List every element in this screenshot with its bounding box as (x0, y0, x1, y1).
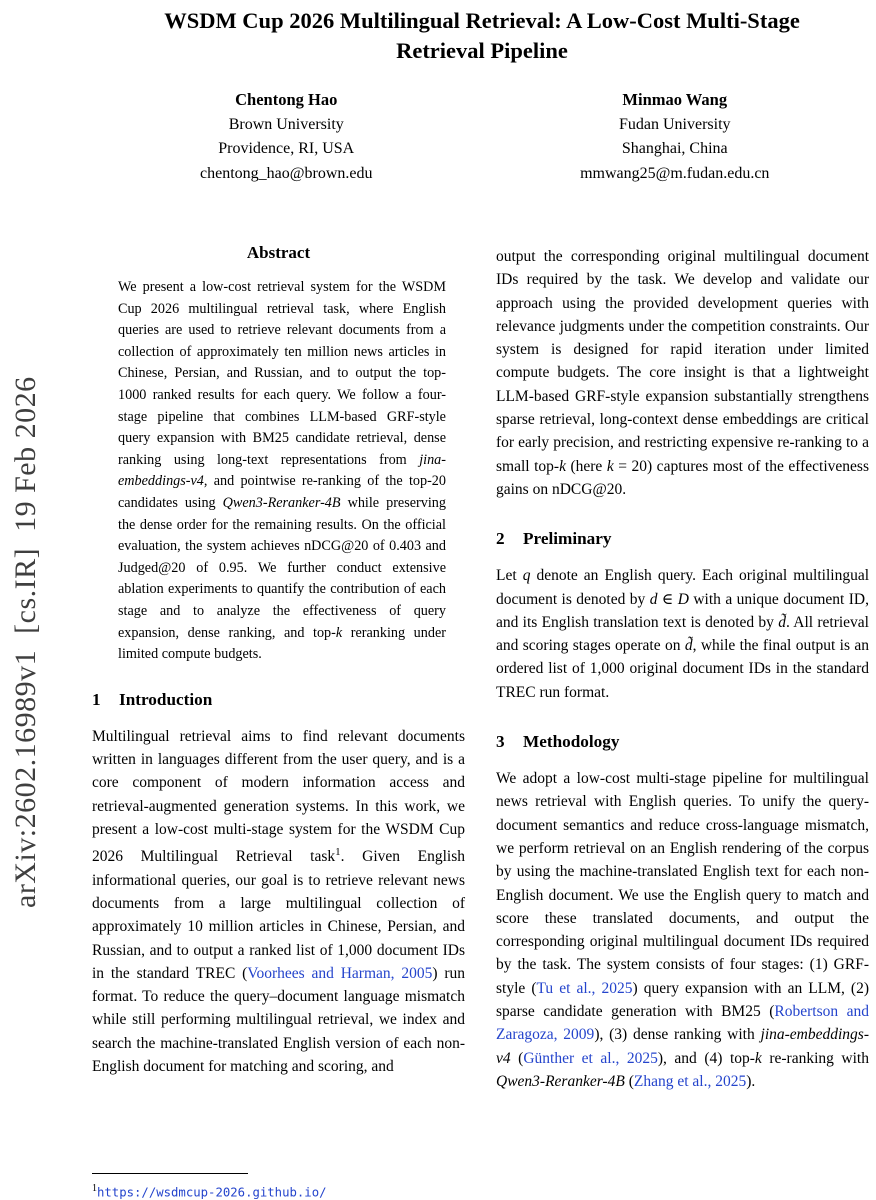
body-text: , while the final output is an ordered list of 1,000 original document IDs in the standard TREC run format. (496, 637, 870, 701)
emphasis-text: jina-embeddings-v4 (118, 451, 446, 490)
body-text: re-ranking with (761, 1049, 869, 1067)
footnote-url-link[interactable]: https://wsdmcup-2026.github.io/ (97, 1185, 327, 1199)
body-text: ), and (4) top- (657, 1049, 755, 1067)
body-text: ). (746, 1072, 756, 1090)
emphasis-text: jina-embeddings-v4 (496, 1026, 869, 1067)
author-email: mmwang25@m.fudan.edu.cn (580, 164, 770, 182)
footnote (92, 1181, 465, 1200)
body-text: reranking under limited compute budgets. (118, 624, 446, 663)
author-block-1 (92, 88, 481, 186)
citation-link[interactable]: Tu et al., 2025 (536, 979, 633, 997)
body-text: ∈ (657, 590, 678, 608)
body-text: with a unique document ID, and its English translation text is denoted by (496, 590, 869, 631)
section-heading-preliminary (496, 529, 869, 549)
emphasis-text: q (522, 567, 531, 585)
body-text: Multilingual retrieval aims to find relevant documents written in languages different from the user query, and is a core component of modern information access and retrieval-augmented generation systems. In this work, we present a low-cost multi-stage system for the WSDM Cup 2026 Multilingual Retrieval task (92, 727, 465, 866)
author-email: chentong_hao@brown.edu (200, 164, 373, 182)
citation-link[interactable]: Voorhees and Harman, 2005 (247, 964, 433, 982)
paper-title: WSDM Cup 2026 Multilingual Retrieval: A Low-Cost Multi-Stage Retrieval Pipeline (164, 8, 800, 63)
emphasis-text: d̃ (778, 613, 786, 631)
body-text: = 20) captures most of the effectiveness gains on nDCG@20. (496, 457, 869, 498)
footnote-area (92, 1169, 465, 1200)
section-number: 1 (92, 689, 101, 709)
body-text: denote an English query. Each original multilingual document is denoted by (496, 567, 870, 608)
citation-link[interactable]: Zhang et al., 2025 (633, 1072, 747, 1090)
abstract-heading: Abstract (246, 243, 311, 262)
emphasis-text: Qwen3-Reranker-4B (222, 494, 341, 511)
section-title: Introduction (119, 689, 213, 709)
body-text: , and pointwise re-ranking of the top-20 candidates using (118, 473, 446, 511)
footnote-rule (92, 1173, 248, 1174)
introduction-continued-paragraph (496, 245, 869, 501)
author-name: Chentong Hao (235, 90, 338, 109)
section-title: Methodology (523, 732, 620, 752)
section-number: 3 (496, 732, 505, 752)
arxiv-stamp: arXiv:2602.16989v1 [cs.IR] 19 Feb 2026 (9, 376, 42, 908)
author-block-2 (481, 88, 870, 186)
two-column-body (92, 243, 869, 1200)
emphasis-text: d̃ (684, 637, 693, 655)
body-text: (here (565, 457, 607, 475)
emphasis-text: Qwen3-Reranker-4B (496, 1072, 625, 1090)
emphasis-text: k (606, 457, 614, 475)
author-address: Shanghai, China (621, 140, 728, 157)
abstract-paragraph (118, 277, 446, 666)
right-column (496, 243, 869, 1200)
body-text: ) query expansion with an LLM, (2) sparse candidate generation with BM25 ( (496, 979, 870, 1021)
body-text: ) run format. To reduce the query–document language mismatch while still performing multilingual retrieval, we index and search the machine-translated English version of each non-English document for matching and scoring, and (92, 964, 465, 1075)
body-text: ( (624, 1072, 634, 1090)
body-text: We adopt a low-cost multi-stage pipeline for multilingual news retrieval with English queries. To unify the query-document semantics and reduce cross-language mismatch, we perform retrieval on an English rendering of the corpus by using the machine-translated English text for each non-English document. We use the English query to match and score these translated documents, and output the corresponding original multilingual document IDs required by the task. The system consists of four stages: (1) GRF-style ( (496, 770, 869, 997)
methodology-paragraph (496, 767, 869, 1093)
body-text: Let (496, 567, 523, 585)
body-text: . All retrieval and scoring stages operate on (496, 613, 869, 655)
preliminary-paragraph (496, 564, 869, 704)
citation-link[interactable]: Günther et al., 2025 (523, 1049, 658, 1067)
section-number: 2 (496, 529, 505, 549)
body-text: ( (510, 1049, 524, 1067)
section-heading-introduction (92, 690, 465, 710)
citation-link[interactable]: Robertson and Zaragoza, 2009 (496, 1003, 869, 1044)
body-text: output the corresponding original multilingual document IDs required by the task. We develop and validate our approach using the provided development queries with relevance judgments under the competition constraints. Our system is designed for rapid iteration under limited compute budgets. The core insight is that a lightweight LLM-based GRF-style expansion substantially strengthens sparse retrieval, long-context dense embeddings are critical for early precision, and restricting expensive re-ranking to a small top- (496, 248, 869, 475)
emphasis-text: k (559, 457, 566, 475)
author-affiliation: Brown University (228, 115, 344, 133)
emphasis-text: d (649, 590, 658, 608)
author-affiliation: Fudan University (618, 115, 731, 133)
authors-row (92, 88, 869, 186)
author-name: Minmao Wang (622, 90, 728, 109)
emphasis-text: k (754, 1049, 762, 1067)
footnote-ref-marker[interactable]: 1 (335, 846, 341, 859)
emphasis-text: k (335, 624, 343, 641)
emphasis-text: D (677, 590, 689, 608)
body-text: while preserving the dense order for the remaining results. On the official evaluation, the system achieves nDCG@20 of 0.403 and Judged@20 of 0.95. We further conduct extensive ablation experiments to quantify the contribution of each stage and to analyze the effectiveness of query expansion, dense ranking, and top- (118, 494, 446, 641)
footnote-marker: 1 (92, 1182, 97, 1194)
introduction-paragraph (92, 725, 465, 1079)
left-column (92, 243, 465, 1200)
body-text: . Given English informational queries, our goal is to retrieve relevant news documents from a large multilingual collection of approximately 10 million articles in Chinese, Persian, and Russian, and to output a ranked list of 1,000 document IDs in the standard TREC ( (92, 848, 465, 982)
author-address: Providence, RI, USA (218, 140, 355, 157)
body-text: ), (3) dense ranking with (594, 1026, 761, 1044)
section-title: Preliminary (523, 529, 612, 549)
body-text: We present a low-cost retrieval system for the WSDM Cup 2026 multilingual retrieval task, where English queries are used to retrieve relevant documents from a collection of approximately ten million news articles in Chinese, Persian, and Russian, and to output the top-1000 ranked results for each query. We follow a four-stage pipeline that combines LLM-based GRF-style query expansion with BM25 candidate retrieval, dense ranking using long-text representations from (118, 279, 446, 468)
section-heading-methodology (496, 732, 869, 752)
